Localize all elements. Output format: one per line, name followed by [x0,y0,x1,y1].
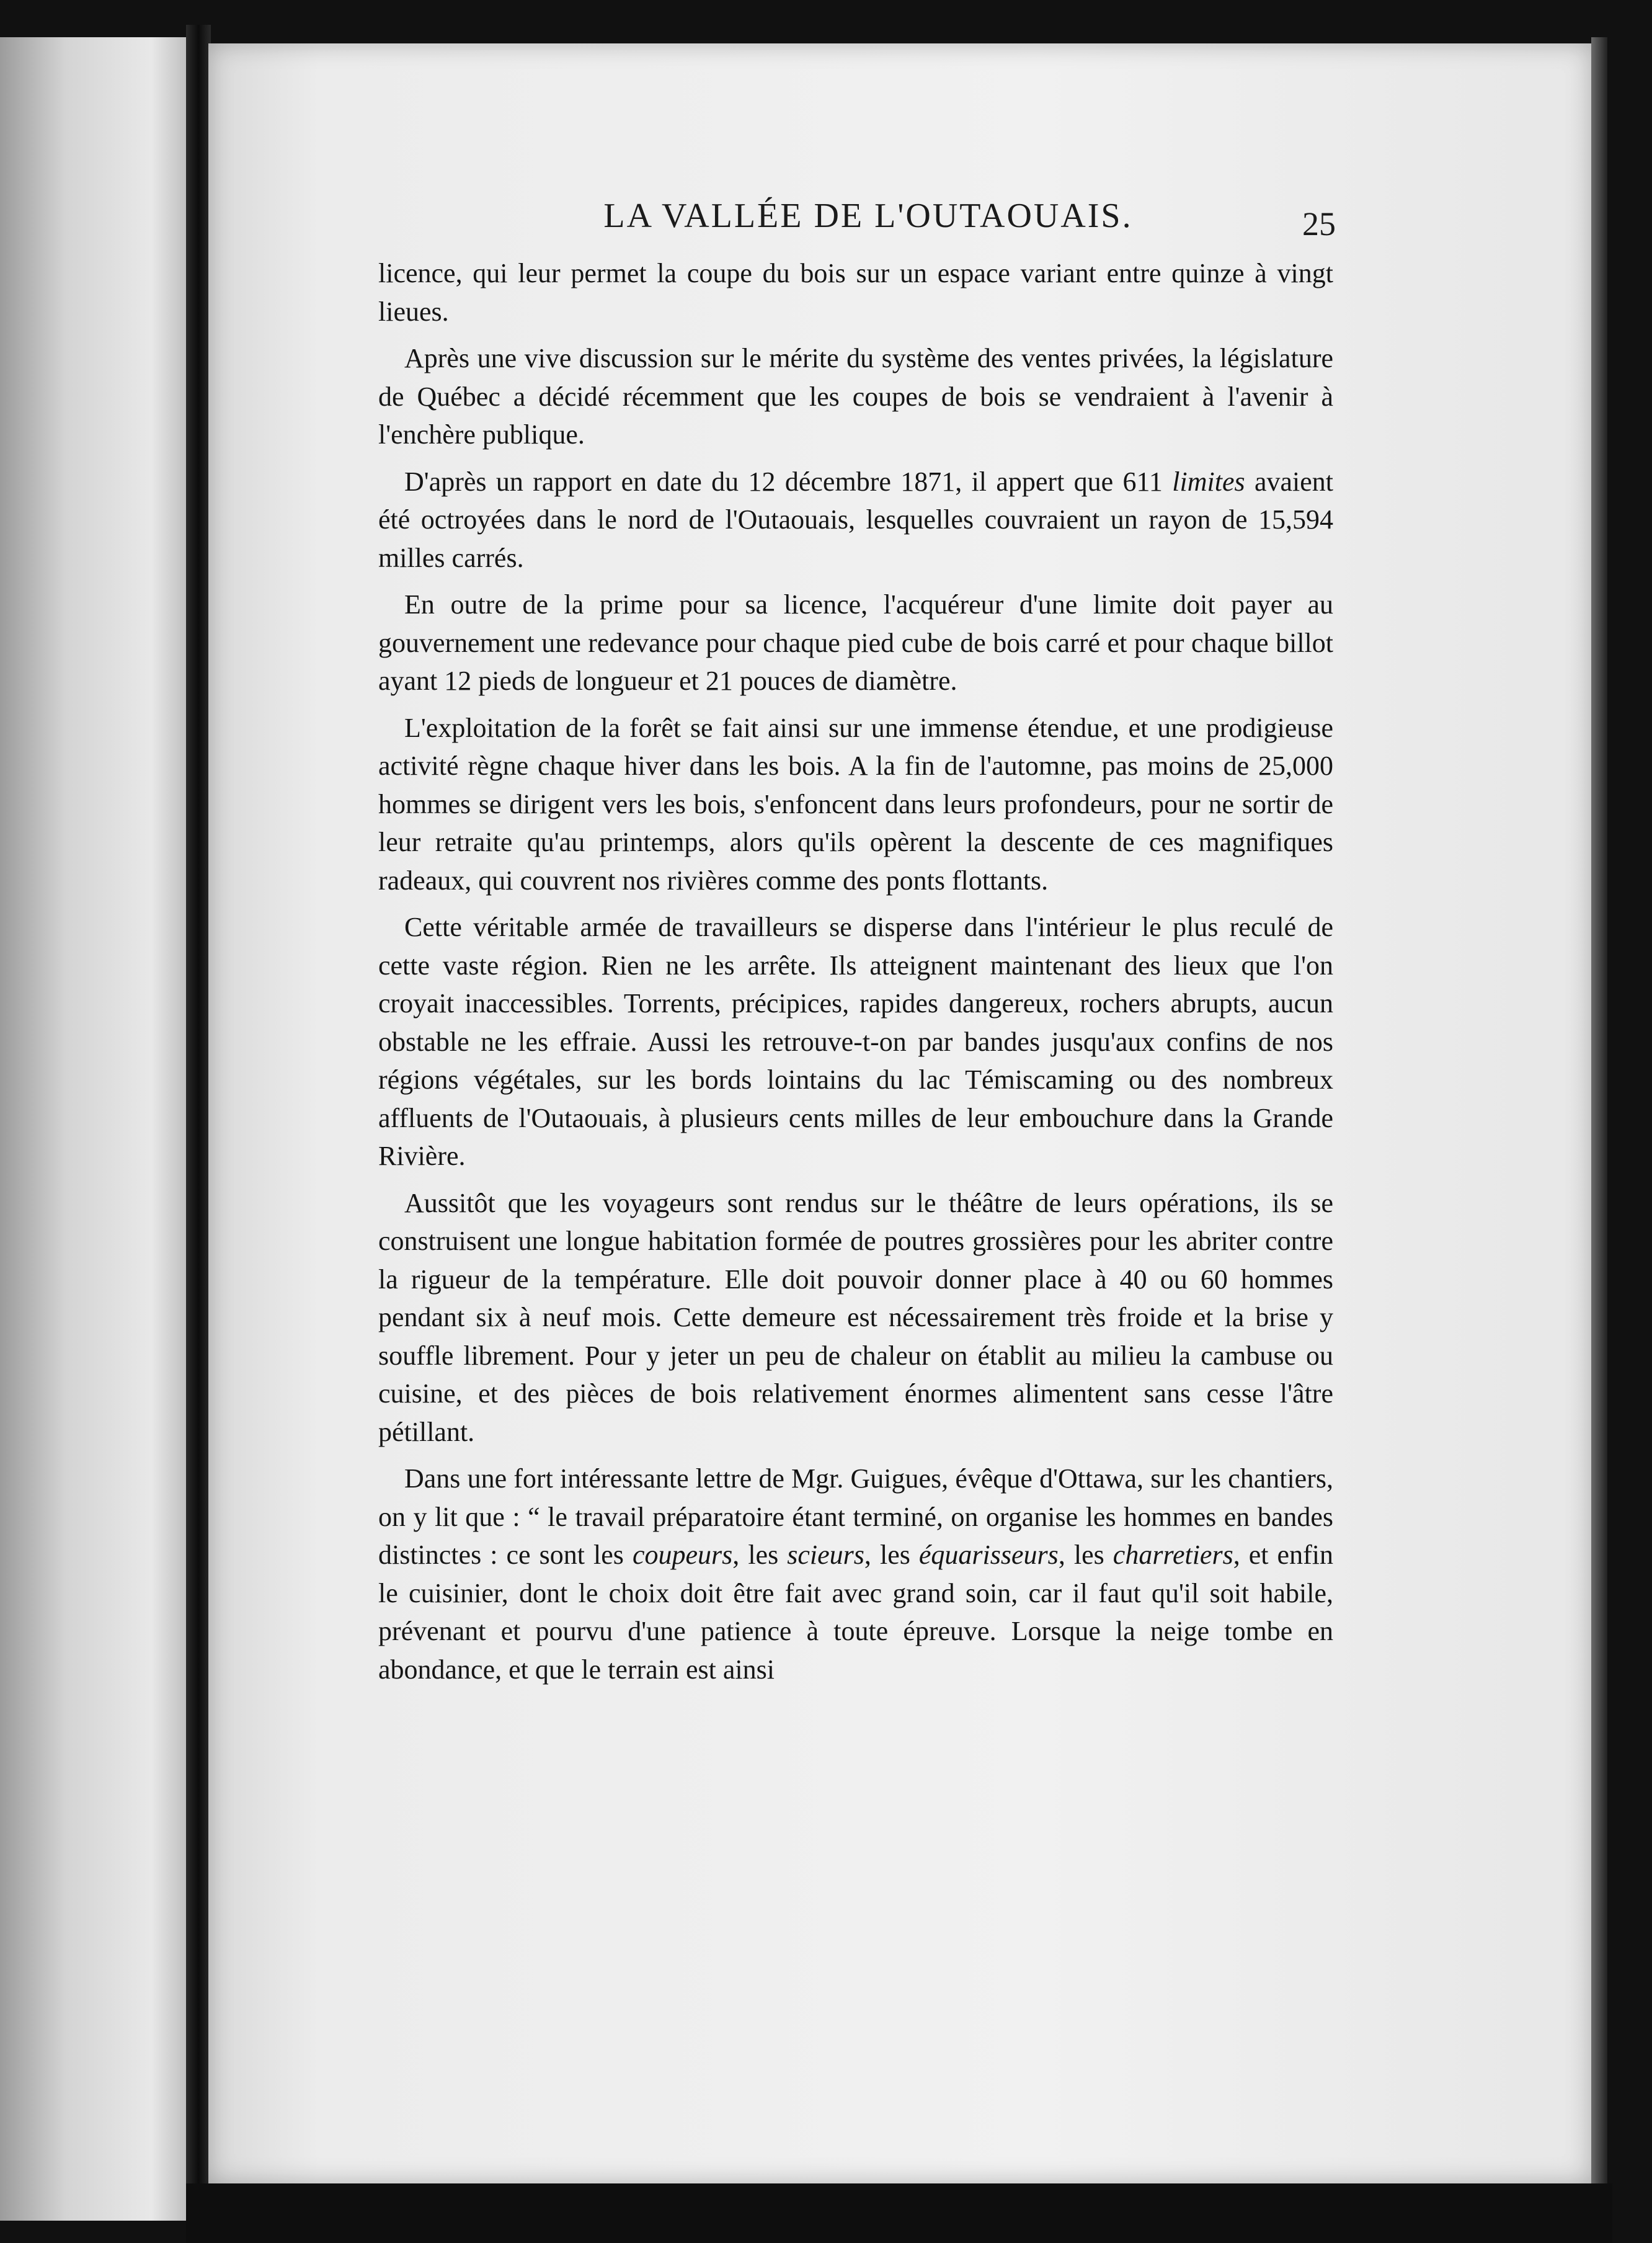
paragraph-8 [378,1460,1333,1688]
paragraph-8-text-e: , et enfin le cuisinier, dont le choix doit être fait avec grand soin, car il faut qu'il soit habile, prévenant et pourvu d'une patience à toute épreuve. Lorsque la neige tombe en abondance, et que le terrain est ainsi [378,1540,1333,1685]
term-charretiers: charretiers [1112,1540,1233,1570]
paragraph-8-text-b: , les [732,1540,788,1570]
book-gutter [186,25,211,2233]
term-limites: limites [1172,466,1245,497]
paragraph-3-text-b: avaient été octroyées dans le nord de l'Outaouais, lesquelles couvraient un rayon de 15,594 milles carrés. [378,466,1333,573]
running-head: LA VALLÉE DE L'OUTAOUAIS. [603,197,1133,235]
left-page-edge [0,37,189,2221]
paragraph-7: Aussitôt que les voyageurs sont rendus sur le théâtre de leurs opérations, ils se construisent une longue habitation formée de poutres grossières pour les abriter contre la rigueur de la température. Elle doit pouvoir donner place à 40 ou 60 hommes pendant six à neuf mois. Cette demeure est nécessairement très froide et la brise y souffle librement. Pour y jeter un peu de chaleur on établit au milieu la cambuse ou cuisine, et des pièces de bois relativement énormes alimentent sans cesse l'âtre pétillant. [378,1187,1333,1447]
paragraph-2: Après une vive discussion sur le mérite du système des ventes privées, la législature de Québec a décidé récemment que les coupes de bois se vendraient à l'avenir à l'enchère publique. [378,343,1333,450]
term-coupeurs: coupeurs [632,1540,733,1570]
paragraph-1: licence, qui leur permet la coupe du bois sur un espace variant entre quinze à vingt lieues. [378,258,1333,327]
page-number: 25 [1302,205,1336,243]
page-right-edge [1591,37,1607,2190]
paragraph-8-text-c: , les [864,1540,919,1570]
paragraph-3 [378,463,1333,577]
paragraph-5: L'exploitation de la forêt se fait ainsi sur une immense étendue, et une prodigieuse activité règne chaque hiver dans les bois. A la fin de l'automne, pas moins de 25,000 hommes se dirigent vers les bois, s'enfoncent dans leurs profondeurs, pour ne sortir de leur retraite qu'au printemps, alors qu'ils opèrent la descente de ces magnifiques radeaux, qui couvrent nos rivières comme des ponts flottants. [378,712,1333,896]
paragraph-4: En outre de la prime pour sa licence, l'acquéreur d'une limite doit payer au gouvernement une redevance pour chaque pied cube de bois carré et pour chaque billot ayant 12 pieds de longueur et 21 pouces de diamètre. [378,589,1333,696]
paragraph-3-text-a: D'après un rapport en date du 12 décembre 1871, il appert que 611 [404,466,1173,497]
body-text [378,254,1333,1697]
paragraph-8-text-a: Dans une fort intéressante lettre de Mgr. Guigues, évêque d'Ottawa, sur les chantiers, on y lit que : “ le travail préparatoire étant terminé, on organise les hommes en bandes distinctes : ce sont les [378,1463,1333,1570]
scan-bottom-border [186,2183,1612,2243]
paragraph-6: Cette véritable armée de travailleurs se disperse dans l'intérieur le plus reculé de cette vaste région. Rien ne les arrête. Ils atteignent maintenant des lieux que l'on croyait inaccessibles. Torrents, précipices, rapides dangereux, rochers abrupts, aucun obstable ne les effraie. Aussi les retrouve-t-on par bandes jusqu'aux confins de nos régions végétales, sur les bords lointains du lac Témiscaming ou des nombreux affluents de l'Outaouais, à plusieurs cents milles de leur embouchure dans la Grande Rivière. [378,912,1333,1171]
term-scieurs: scieurs [787,1540,864,1570]
term-equarisseurs: équarisseurs [918,1540,1059,1570]
paragraph-8-text-d: , les [1058,1540,1113,1570]
